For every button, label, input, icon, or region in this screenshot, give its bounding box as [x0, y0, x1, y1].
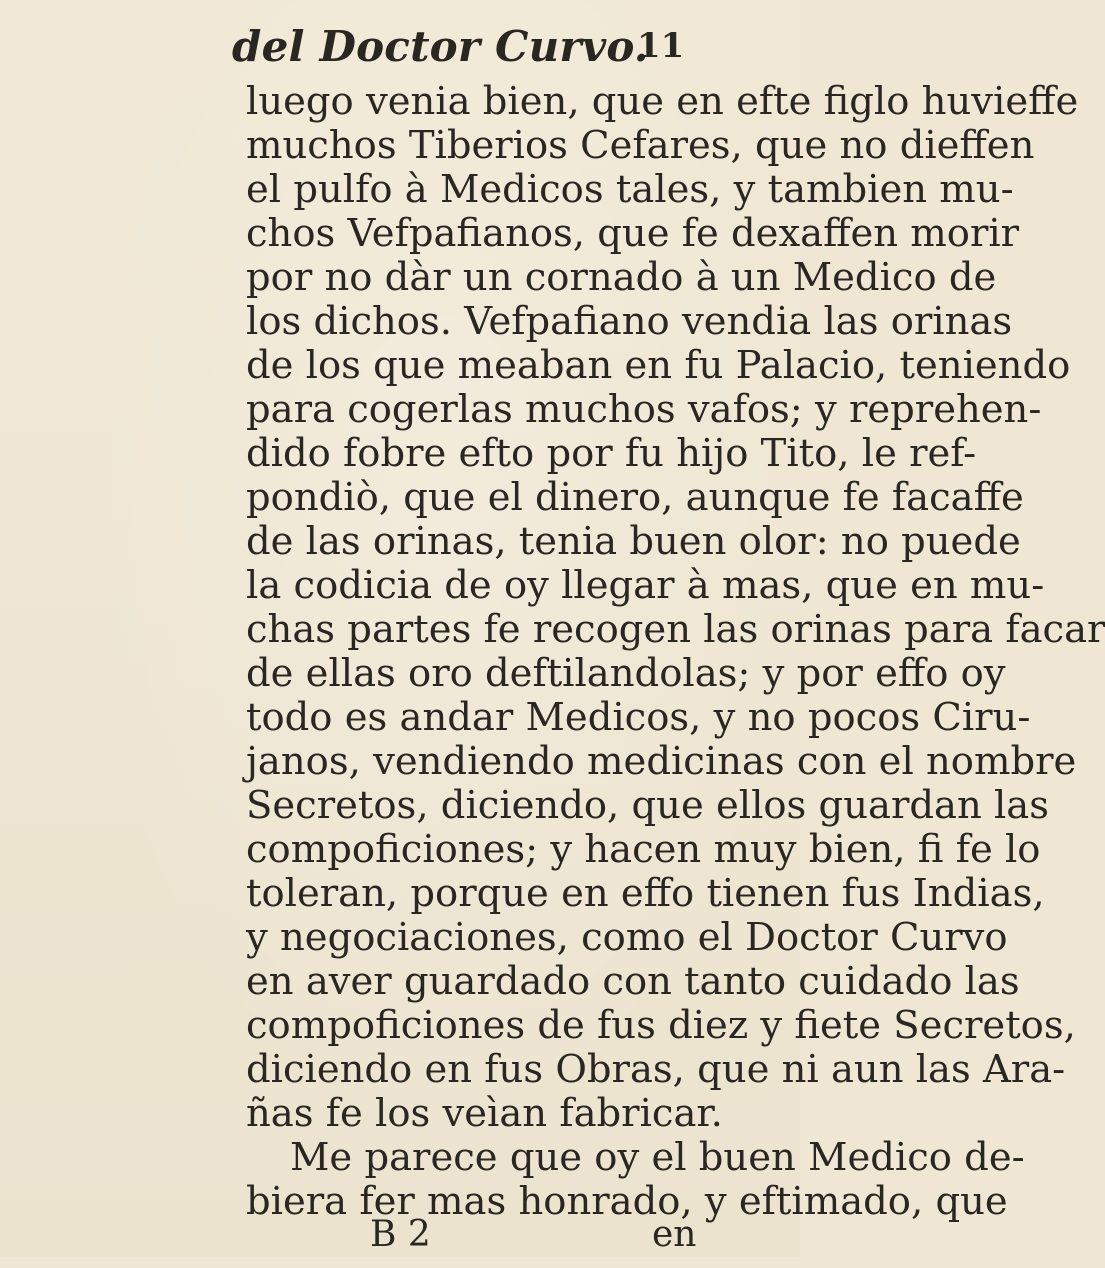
text-line: para cogerlas muchos vafos; y reprehen-: [246, 387, 1042, 432]
text-line: janos, vendiendo medicinas con el nombre: [246, 739, 1077, 784]
text-line: biera fer mas honrado, y eftimado, que: [246, 1179, 1008, 1224]
text-line: pondiò, que el dinero, aunque fe facaffe: [246, 475, 1024, 520]
text-line: diciendo en fus Obras, que ni aun las Ara-: [246, 1047, 1066, 1092]
text-line: compoficiones de fus diez y fiete Secretos,: [246, 1003, 1076, 1048]
text-line: y negociaciones, como el Doctor Curvo: [246, 915, 1008, 960]
text-line: de los que meaban en fu Palacio, teniendo: [246, 343, 1071, 388]
text-line: toleran, porque en effo tienen fus Indias,: [246, 871, 1045, 916]
text-line: Secretos, diciendo, que ellos guardan las: [246, 783, 1050, 828]
text-line: la codicia de oy llegar à mas, que en mu-: [246, 563, 1045, 608]
text-line: el pulfo à Medicos tales, y tambien mu-: [246, 167, 1014, 212]
catchword: en: [652, 1214, 697, 1255]
text-line: muchos Tiberios Cefares, que no dieffen: [246, 123, 1035, 168]
text-line: Me parece que oy el buen Medico de-: [290, 1135, 1025, 1180]
text-line: en aver guardado con tanto cuidado las: [246, 959, 1020, 1004]
running-title: del Doctor Curvo.: [232, 22, 649, 71]
text-line: dido fobre efto por fu hijo Tito, le ref-: [246, 431, 977, 476]
page-footer: [0, 1214, 800, 1268]
text-line: compoficiones; y hacen muy bien, fi fe lo: [246, 827, 1041, 872]
page-number: 11: [637, 26, 685, 66]
text-line: de las orinas, tenia buen olor: no puede: [246, 519, 1021, 564]
signature-mark: B 2: [370, 1214, 431, 1255]
text-line: chos Vefpafianos, que fe dexaffen morir: [246, 211, 1020, 256]
text-line: de ellas oro deftilandolas; y por effo oy: [246, 651, 1006, 696]
text-line: chas partes fe recogen las orinas para facar: [246, 607, 1105, 652]
text-line: todo es andar Medicos, y no pocos Ciru-: [246, 695, 1031, 740]
running-head: [0, 22, 800, 78]
text-line: ñas fe los veìan fabricar.: [246, 1091, 723, 1136]
text-line: los dichos. Vefpafiano vendia las orinas: [246, 299, 1013, 344]
text-line: por no dàr un cornado à un Medico de: [246, 255, 997, 300]
text-line: luego venia bien, que en efte figlo huvieffe: [246, 79, 1079, 124]
